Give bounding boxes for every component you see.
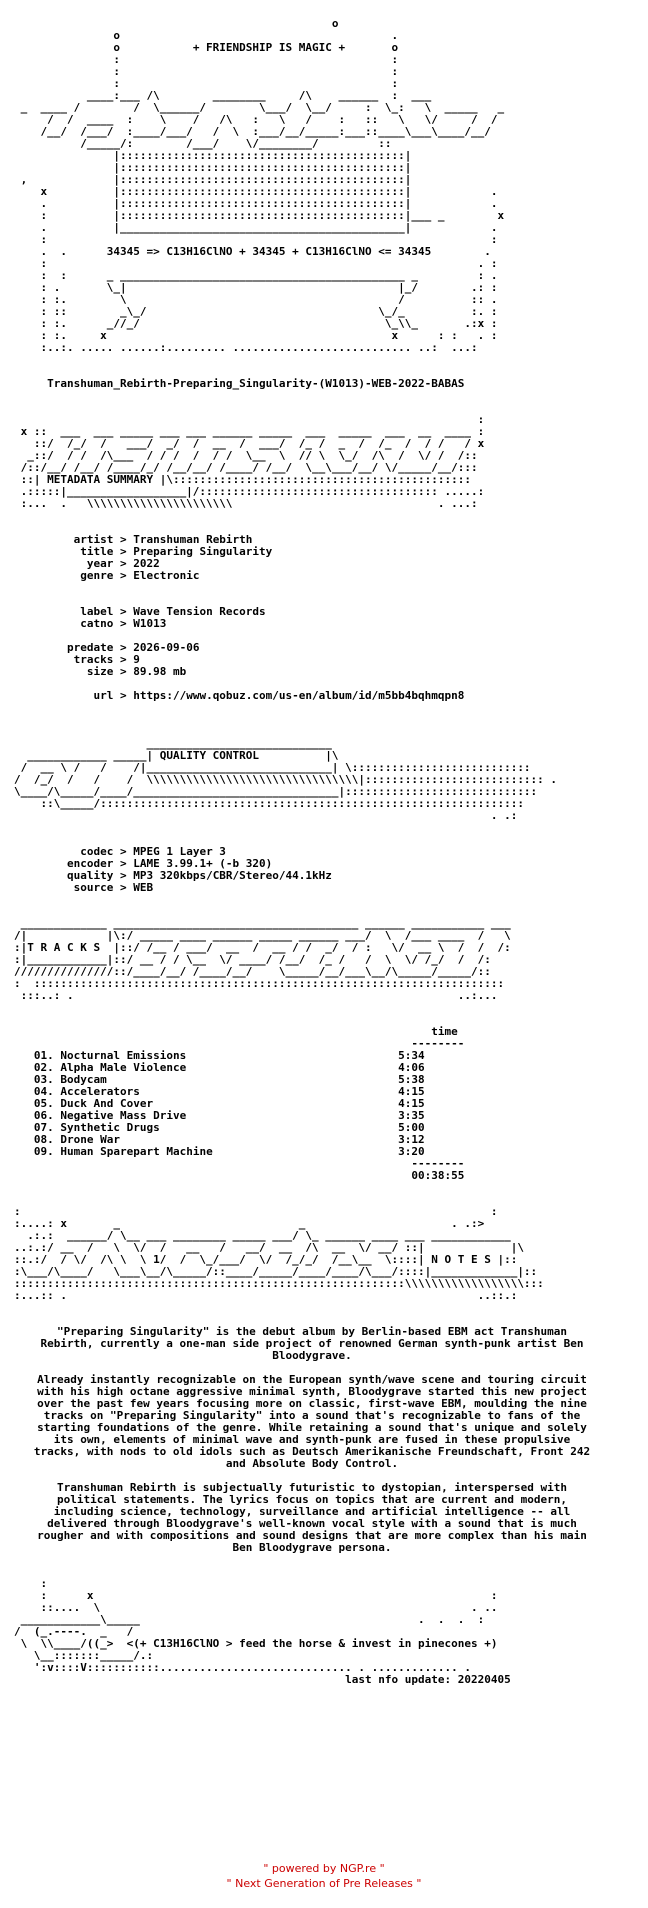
track-9-time: 3:20: [398, 1145, 425, 1158]
track-4-title: Accelerators: [60, 1085, 140, 1098]
track-2-time: 4:06: [398, 1061, 425, 1074]
meta-size: 89.98 mb: [133, 665, 187, 678]
track-8-title: Drone War: [60, 1133, 120, 1146]
meta-catno: W1013: [133, 617, 167, 630]
header-art: o o . o + FRIENDSHIP IS MAGIC + o : : : : : : ____:___ /\ ________ /\ ______ : ___ _ ____ / / \______/ \___/ \__/ : \_: \ _____ _ / / ____ : \ / /\ : \ / : :: \ \/ / / /__/ /___/ :____/___/ / \ :___/__/_____:___::____\___\____/__/ /_____/: /___/ \/________/ :: |:::::::::::::::::::::::::::::::::::::::::::| |:::::::::::::::::::::::::::::::::::::::::::| , |:::::::::::::::::::::::::::::::::::::::::::| x |:::::::::::::::::::::::::::::::::::::::::::| . . |:::::::::::::::::::::::::::::::::::::::::::| . : |:::::::::::::::::::::::::::::::::::::::::::|___ _ x . |___________________________________________| . : : . . 34345 => C13H16ClNO + 34345 + C13H16ClNO <= 34345 . : . : : : _ ___________________________________________ _ : . : . \_| |_/ .: : : :. \ / :: . : :: _\_/ \_/_ :. : : :. _//_/ \_\\_ .:x : : :. x x : : . : :..:. ..... ......:......... ........................... ..: ...:: [20, 17, 505, 354]
meta-label: Wave Tension Records: [133, 605, 266, 618]
meta-artist: Transhuman Rebirth: [133, 533, 253, 546]
next-gen-tagline: " Next Generation of Pre Releases ": [226, 1877, 422, 1890]
last-update: last nfo update: 20220405: [345, 1673, 511, 1686]
q-codec: MPEG 1 Layer 3: [133, 845, 226, 858]
footer-art: : : x : ::.... \ . .. ____________\_____ . . . : / (_.----. _ / \ \\____/((_> <(+ C13H16ClNO > feed the horse & invest in pinecones +) \__:::::::_____/.: ':v::::V:::::::::::............................. . ............. . last nfo update: 20220405: [14, 1577, 511, 1686]
section-tracks: T R A C K S: [27, 941, 101, 954]
total-time: 00:38:55: [411, 1169, 465, 1182]
powered-by: " powered by NGP.re ": [263, 1862, 385, 1875]
track-7-title: Synthetic Drugs: [60, 1121, 160, 1134]
track-1-title: Nocturnal Emissions: [60, 1049, 187, 1062]
track-2-num: 02.: [33, 1061, 54, 1074]
track-3-time: 5:38: [398, 1073, 425, 1086]
meta-tracks: 9: [133, 653, 140, 666]
meta-year: 2022: [133, 557, 160, 570]
track-5-title: Duck And Cover: [60, 1097, 154, 1110]
q-quality: MP3 320kbps/CBR/Stereo/44.1kHz: [133, 869, 332, 882]
track-8-num: 08.: [33, 1133, 54, 1146]
notes-banner: : : :....: x _ _ . .:> .:.: ______/ \__ ___ ________ _____ ___/ \_ ______ ____ ___ ____________ ..:.:/ __ / \ \/ / __ / __/ __ /\ __ \/ __/ ::| |\ ::.:/ / \/ /\ \ \ 1/ / \_/___/ \/ /_/_/ /__\__ \::::| N O T E S |:: :\___/\____/ \___\__/\_____/::____/_____/____/____/\___/::::|_____________|:: :::::::::::::::::::::::::::::::::::::::::::::::::::::::::::\\\\\\\\\\\\\\\\\\::: :...:: . ..::.:: [14, 1205, 544, 1302]
meta-title: Preparing Singularity: [133, 545, 273, 558]
track-6-num: 06.: [33, 1109, 54, 1122]
metadata-list: artist > Transhuman Rebirth title > Preparing Singularity year > 2022 genre > Electronic label > Wave Tension Records catno > W1013 predate > 2026-09-06 tracks > 9 size > 89.98 mb url > https://www.qobuz.com/us-en/album/id/m5bb4bqhmqpn8: [14, 533, 465, 702]
section-quality: QUALITY CONTROL: [159, 749, 260, 762]
quality-list: codec > MPEG 1 Layer 3 encoder > LAME 3.99.1+ (-b 320) quality > MP3 320kbps/CBR/Stereo/44.1kHz source > WEB: [14, 845, 332, 894]
track-9-title: Human Sparepart Machine: [60, 1145, 213, 1158]
meta-genre: Electronic: [133, 569, 200, 582]
track-5-num: 05.: [33, 1097, 54, 1110]
track-3-title: Bodycam: [60, 1073, 107, 1086]
metadata-banner: : x :: ___ ___ _____ ___ ___ ______ _____ ___ _____ ___ __ ____ : ::/ /_/ / ___/ _/ / __ / ___/ /_ / _ / /_ / / / / x _::/ / / /\___ / / / / / / \__ \ // \ \_/ /\ / \/ / /:: /::/__/ /__/ /____/_/ /__/__/ /____/ /__/ \__\___/__/ \/_____/__/::: ::| METADATA SUMMARY |\::::::::::::::::::::::::::::::::::::::::::::: .:::::|__________________|/:::::::::::::::::::::::::::::::::::: .....: :... . \\\\\\\\\\\\\\\\\\\\\\ . ...:: [20, 413, 485, 510]
track-2-title: Alpha Male Violence: [60, 1061, 187, 1074]
track-5-time: 4:15: [398, 1097, 425, 1110]
tracklist: time -------- 01. Nocturnal Emissions 5:34 02. Alpha Male Violence 4:06 03. Bodycam 5:38 04. Accelerators 4:15 05. Duck And Cover 4:15 06. Negative Mass Drive 3:35 07. Synthetic Drugs 5:00 08. Drone War 3:12 09. Human Sparepart Machine 3:20 -------- 00:38:55: [33, 1025, 465, 1182]
quality-banner: ____________________________ ____________ _____| QUALITY CONTROL |\ / __ \ / / /|____________________________| \::::::::::::::::::::::::::: / /_/ / / / \\\\\\\\\\\\\\\\\\\\\\\\\\\\\\\\|::::::::::::::::::::::::::: . \____/\_____/____/_______________________________|::::::::::::::::::::::::::::: ::\_____/:::::::::::::::::::::::::::::::::::::::::::::::::::::::::::::::: . .:: [14, 737, 558, 822]
track-6-time: 3:35: [398, 1109, 425, 1122]
q-source: WEB: [133, 881, 154, 894]
banner-title: + FRIENDSHIP IS MAGIC +: [192, 41, 346, 54]
meta-url[interactable]: https://www.qobuz.com/us-en/album/id/m5bb4bqhmqpn8: [133, 689, 465, 702]
track-1-num: 01.: [33, 1049, 54, 1062]
formula: 34345 => C13H16ClNO + 34345 + C13H16ClNO <= 34345: [106, 245, 432, 258]
release-name: [14, 378, 634, 390]
track-3-num: 03.: [33, 1073, 54, 1086]
track-7-time: 5:00: [398, 1121, 425, 1134]
track-9-num: 09.: [33, 1145, 54, 1158]
footer-line: <(+ C13H16ClNO > feed the horse & invest in pinecones +): [126, 1637, 498, 1650]
track-7-num: 07.: [33, 1121, 54, 1134]
note-paragraph-3: Transhuman Rebirth is subjectually futuristic to dystopian, interspersed with political statements. The lyrics focus on topics that are current and modern, including science, technology, surveillance and artificial intelligence -- all delivered through Bloodygrave's well-known vocal style with a sound that is much rougher and with compositions and sound designs that are more complex than his main Ben Bloodygrave persona.: [37, 1481, 587, 1554]
q-encoder: LAME 3.99.1+ (-b 320): [133, 857, 273, 870]
meta-predate: 2026-09-06: [133, 641, 200, 654]
section-metadata: METADATA SUMMARY: [47, 473, 154, 486]
note-paragraph-2: Already instantly recognizable on the European synth/wave scene and touring circuit with his high octane aggressive minimal synth, Bloodygrave started this new project over the past few years focusing more on classic, first-wave EBM, moulding the nine tracks on "Preparing Singularity" into a sound that's recognizable to fans of the starting foundations of the genre. While retaining a sound that's unique and solely its own, elements of minimal wave and synth-punk are fused in these propulsive tracks, with nods to old idols such as Deutsch Amerikanische Freundschaft, Front 242 and Absolute Body Control.: [33, 1373, 591, 1470]
tracks-banner: _____________ _____________________________________ ______ ___________ ___ /| |\:/ _____ ____ ______ _____ ______ ___/ \ /___ ____ / \ :|T R A C K S |::/ /__ / ___/ __ / __ / / _/ / : \/ __ \ / / /: :|____________|::/ __ / / \__ \/ ____/ /__/ /_ / / \ \/ /_/ / /: ///////////////::/____/__/ /____/__/ \_____/__/___\__/\_____/_____/:: : ::::::::::::::::::::::::::::::::::::::::::::::::::::::::::::::::::::::: :::..: . ..:...: [14, 917, 511, 1002]
track-1-time: 5:34: [398, 1049, 425, 1062]
track-6-title: Negative Mass Drive: [60, 1109, 187, 1122]
track-8-time: 3:12: [398, 1133, 425, 1146]
time-header: time: [431, 1025, 458, 1038]
release-name-text: Transhuman_Rebirth-Preparing_Singularity-(W1013)-WEB-2022-BABAS: [47, 377, 465, 390]
note-paragraph-1: "Preparing Singularity" is the debut album by Berlin-based EBM act Transhuman Rebirth, currently a one-man side project of renowned German synth-punk artist Ben Bloodygrave.: [40, 1325, 584, 1362]
track-4-num: 04.: [33, 1085, 54, 1098]
nfo-document: [14, 6, 634, 1698]
track-4-time: 4:15: [398, 1085, 425, 1098]
section-notes: N O T E S: [431, 1253, 491, 1266]
